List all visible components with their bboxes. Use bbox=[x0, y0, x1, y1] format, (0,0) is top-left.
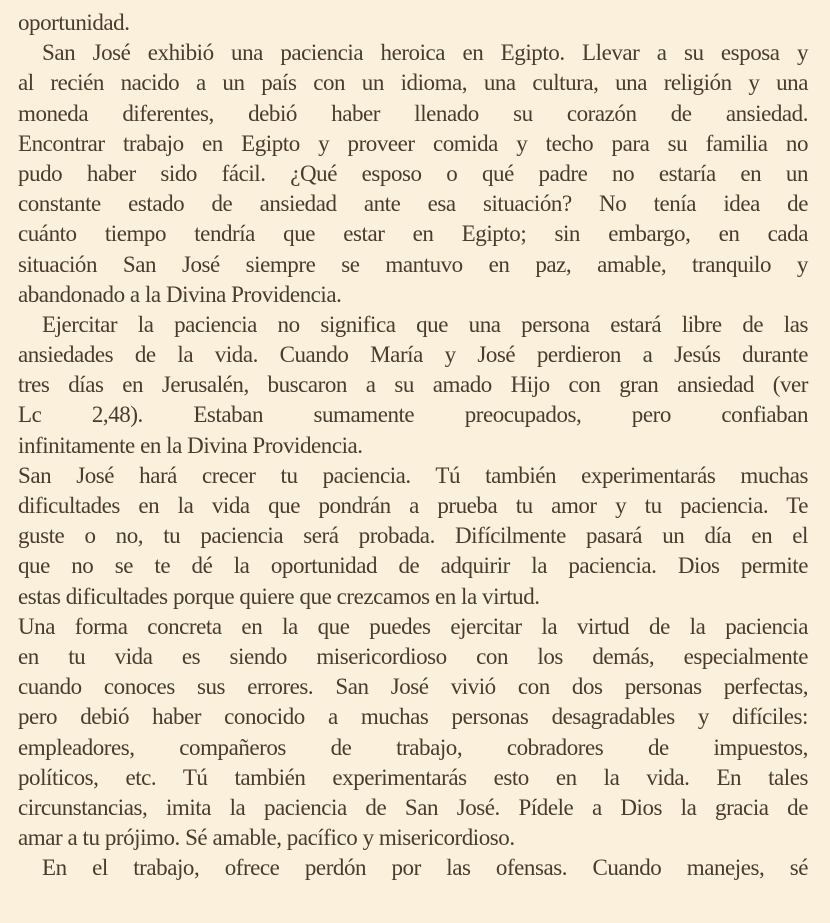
paragraph bbox=[18, 853, 808, 883]
text-line: circunstancias, imita la paciencia de San José. Pídele a Dios la gracia de bbox=[18, 794, 808, 820]
text-line: Una forma concreta en la que puedes ejercitar la virtud de la paciencia bbox=[18, 613, 808, 639]
document-page bbox=[18, 8, 808, 883]
text-line: dificultades en la vida que pondrán a prueba tu amor y tu paciencia. Te bbox=[18, 493, 808, 518]
text-line: estas dificultades porque quiere que crezcamos en la virtud. bbox=[18, 583, 540, 609]
paragraph bbox=[18, 612, 808, 854]
text-line: oportunidad. bbox=[18, 10, 130, 35]
text-line: moneda diferentes, debió haber llenado su corazón de ansiedad. bbox=[18, 100, 808, 126]
text-line: al recién nacido a un país con un idioma, una cultura, una religión y una bbox=[18, 70, 808, 96]
text-line: San José exhibió una paciencia heroica en Egipto. Llevar a su esposa y bbox=[42, 40, 808, 66]
text-line: abandonado a la Divina Providencia. bbox=[18, 281, 342, 307]
text-line: en tu vida es siendo misericordioso con los demás, especialmente bbox=[18, 643, 808, 669]
text-line: San José hará crecer tu paciencia. Tú también experimentarás muchas bbox=[18, 462, 808, 488]
text-line: Ejercitar la paciencia no significa que una persona estará libre de las bbox=[42, 311, 808, 337]
text-line: guste o no, tu paciencia será probada. Difícilmente pasará un día en el bbox=[18, 523, 808, 549]
paragraph bbox=[18, 310, 808, 461]
text-line: empleadores, compañeros de trabajo, cobradores de impuestos, bbox=[18, 734, 808, 760]
text-line: cuánto tiempo tendría que estar en Egipto; sin embargo, en cada bbox=[18, 221, 808, 247]
text-line: ansiedades de la vida. Cuando María y José perdieron a Jesús durante bbox=[18, 342, 808, 368]
text-line: cuando conoces sus errores. San José vivió con dos personas perfectas, bbox=[18, 674, 808, 700]
text-line: amar a tu prójimo. Sé amable, pacífico y misericordioso. bbox=[18, 825, 515, 851]
text-line: Lc 2,48). Estaban sumamente preocupados, pero confiaban bbox=[18, 402, 808, 428]
text-line: En el trabajo, ofrece perdón por las ofensas. Cuando manejes, sé bbox=[42, 855, 808, 881]
text-line: Encontrar trabajo en Egipto y proveer comida y techo para su familia no bbox=[18, 130, 808, 156]
text-line: tres días en Jerusalén, buscaron a su amado Hijo con gran ansiedad (ver bbox=[18, 372, 808, 398]
text-line: constante estado de ansiedad ante esa situación? No tenía idea de bbox=[18, 191, 808, 217]
text-line: infinitamente en la Divina Providencia. bbox=[18, 432, 363, 458]
paragraph bbox=[18, 38, 808, 310]
text-line: políticos, etc. Tú también experimentarás esto en la vida. En tales bbox=[18, 764, 808, 790]
text-line: que no se te dé la oportunidad de adquirir la paciencia. Dios permite bbox=[18, 553, 808, 579]
text-line: situación San José siempre se mantuvo en paz, amable, tranquilo y bbox=[18, 251, 808, 277]
text-line: pudo haber sido fácil. ¿Qué esposo o qué padre no estaría en un bbox=[18, 160, 808, 186]
paragraph bbox=[18, 8, 808, 38]
paragraph bbox=[18, 461, 808, 612]
text-line: pero debió haber conocido a muchas personas desagradables y difíciles: bbox=[18, 704, 808, 730]
